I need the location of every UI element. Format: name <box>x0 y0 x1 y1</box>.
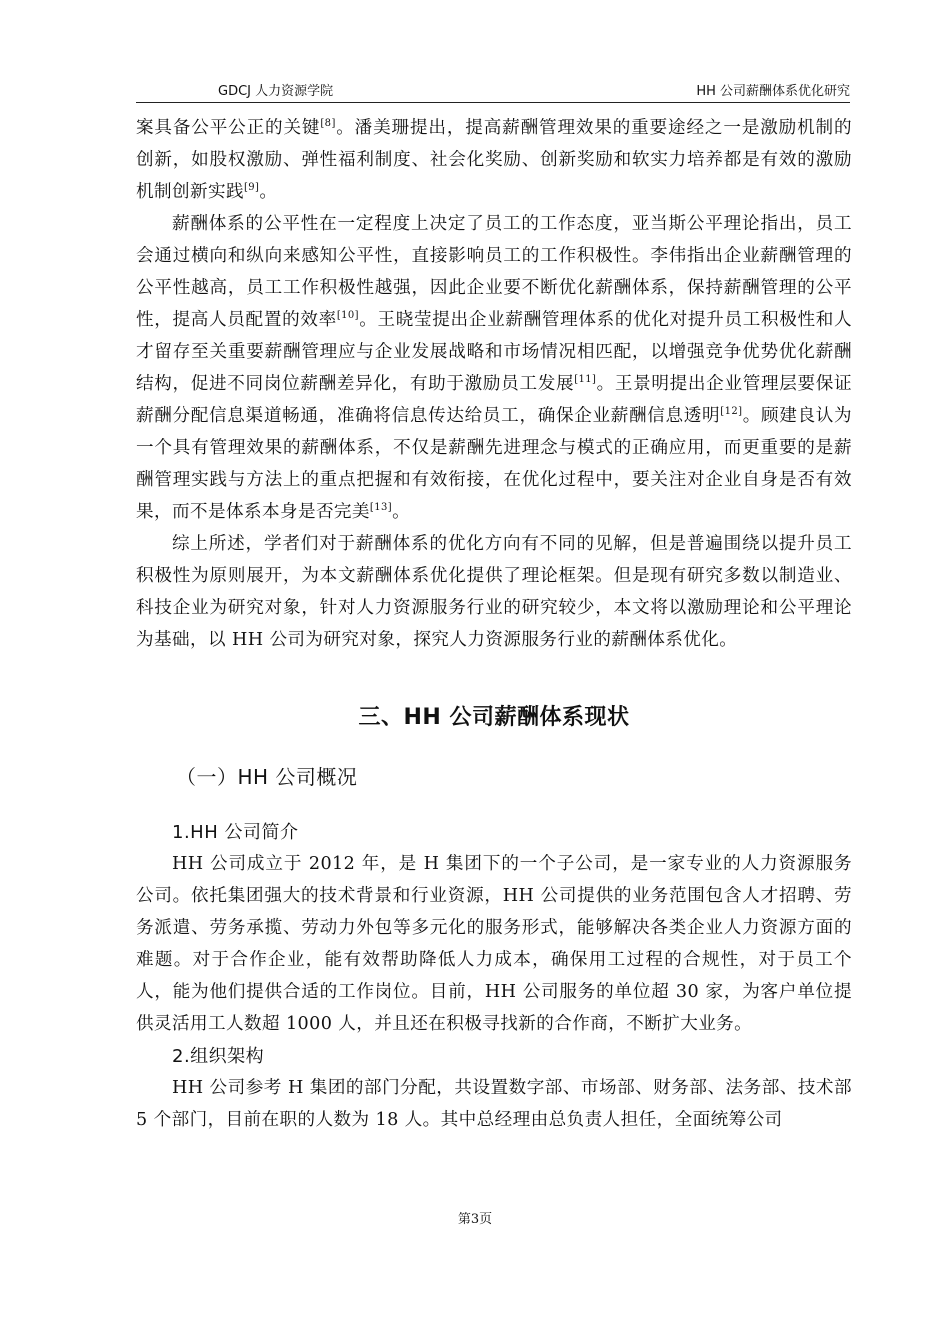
subsection-heading-intro: 1.HH 公司简介 <box>172 822 299 843</box>
subsection-heading-structure: 2.组织架构 <box>172 1046 265 1067</box>
section-heading: （一）HH 公司概况 <box>176 765 358 789</box>
paragraph-org-structure: HH 公司参考 H 集团的部门分配，共设置数字部、市场部、财务部、法务部、技术部 5 个部门，目前在职的人数为 18 人。其中总经理由总负责人担任，全面统筹公司 <box>136 1078 852 1130</box>
citation-ref: [12] <box>720 406 743 417</box>
citation-ref: [13] <box>369 502 393 513</box>
citation-ref: [11] <box>574 374 597 385</box>
citation-ref: [10] <box>336 310 359 321</box>
header-thesis-title: HH 公司薪酬体系优化研究 <box>696 84 850 99</box>
page-header <box>136 72 850 103</box>
paragraph-company-intro: HH 公司成立于 2012 年，是 H 集团下的一个子公司，是一家专业的人力资源服务公司。依托集团强大的技术背景和行业资源，HH 公司提供的业务范围包含人才招聘、劳务派遣、劳务承揽、劳动力外包等多元化的服务形式，能够解决各类企业人力资源方面的难题。对于合作企业，能有效帮助降低人力成本，确保用工过程的合规性，对于员工个人，能为他们提供合适的工作岗位。目前，HH 公司服务的单位超 30 家，为客户单位提供灵活用工人数超 1000 人，并且还在积极寻找新的合作商，不断扩大业务。 <box>136 854 852 1034</box>
citation-ref: [9] <box>243 182 260 193</box>
citation-ref: [8] <box>320 118 336 129</box>
paragraph-literature-2: 薪酬体系的公平性在一定程度上决定了员工的工作态度，亚当斯公平理论指出，员工会通过横向和纵向来感知公平性，直接影响员工的工作积极性。李伟指出企业薪酬管理的公平性越高，员工工作积极性越强，因此企业要不断优化薪酬体系，保持薪酬管理的公平性，提高人员配置的效率[10]。王晓莹提出企业薪酬管理体系的优化对提升员工积极性和人才留存至关重要薪酬管理应与企业发展战略和市场情况相匹配，以增强竞争优势优化薪酬结构，促进不同岗位薪酬差异化，有助于激励员工发展[11]。王景明提出企业管理层要保证薪酬分配信息渠道畅通，准确将信息传达给员工，确保企业薪酬信息透明[12]。顾建良认为一个具有管理效果的薪酬体系，不仅是薪酬先进理念与模式的正确应用，而更重要的是薪酬管理实践与方法上的重点把握和有效衔接，在优化过程中，要关注对企业自身是否有效果，而不是体系本身是否完美[13]。 <box>136 214 852 522</box>
header-institution: GDCJ 人力资源学院 <box>218 84 334 99</box>
page-number: 第3页 <box>457 1212 493 1227</box>
page-body <box>136 112 852 1136</box>
chapter-heading: 三、HH 公司薪酬体系现状 <box>358 705 630 730</box>
paragraph-literature-1: 案具备公平公正的关键[8]。潘美珊提出，提高薪酬管理效果的重要途经之一是激励机制的创新，如股权激励、弹性福利制度、社会化奖励、创新奖励和软实力培养都是有效的激励机制创新实践[9]。 <box>136 118 852 202</box>
paragraph-summary: 综上所述，学者们对于薪酬体系的优化方向有不同的见解，但是普遍围绕以提升员工积极性为原则展开，为本文薪酬体系优化提供了理论框架。但是现有研究多数以制造业、科技企业为研究对象，针对人力资源服务行业的研究较少，本文将以激励理论和公平理论为基础，以 HH 公司为研究对象，探究人力资源服务行业的薪酬体系优化。 <box>136 534 852 650</box>
